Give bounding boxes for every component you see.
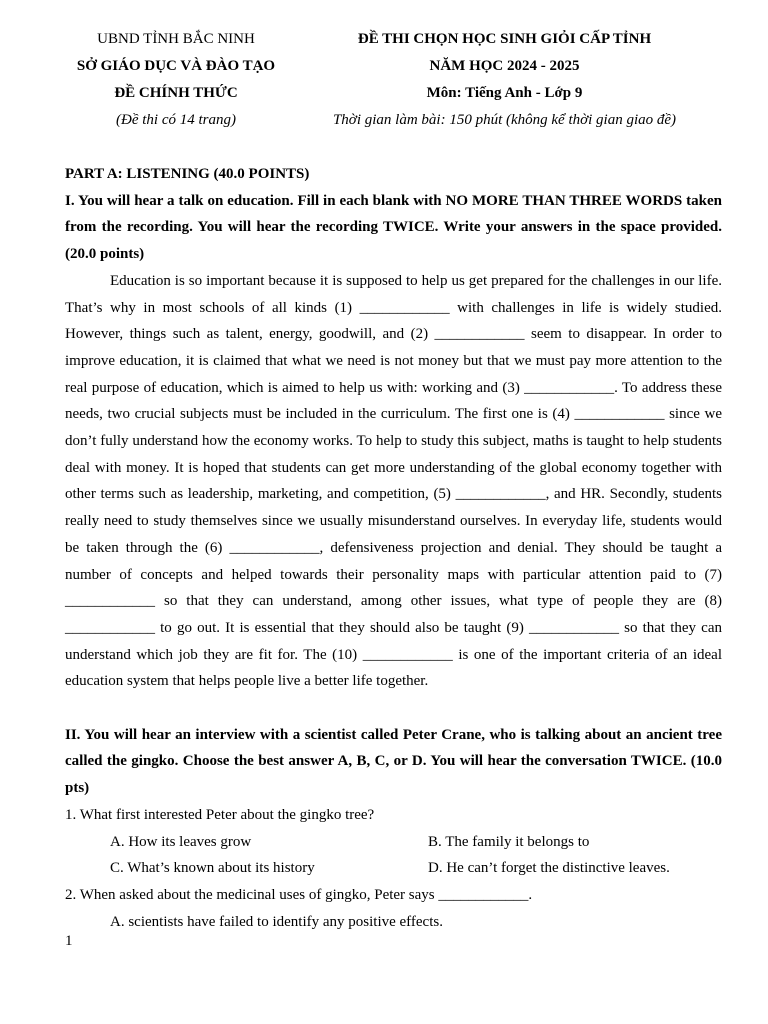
- question-1-options-row-2: [65, 855, 722, 882]
- section1-instructions: I. You will hear a talk on education. Fill in each blank with NO MORE THAN THREE WORDS taken from the recording. You will hear the recording TWICE. Write your answers in the space provided. (20.0 points): [65, 192, 722, 263]
- page-number: 1: [65, 933, 73, 949]
- school-year: NĂM HỌC 2024 - 2025: [429, 58, 580, 74]
- issuing-authority-block: [65, 26, 287, 134]
- question-1-stem: 1. What first interested Peter about the gingko tree?: [65, 806, 375, 823]
- page-count-note: (Đề thi có 14 trang): [116, 112, 236, 128]
- official-exam-label: ĐỀ CHÍNH THỨC: [114, 85, 238, 101]
- part-a-heading: PART A: LISTENING (40.0 POINTS): [65, 166, 310, 182]
- blank-line-separator: [65, 695, 722, 722]
- question-1-option-b: B. The family it belongs to: [428, 833, 590, 850]
- department-name: SỞ GIÁO DỤC VÀ ĐÀO TẠO: [76, 58, 276, 74]
- question-1-option-a: A. How its leaves grow: [110, 833, 252, 850]
- question-1-option-c: C. What’s known about its history: [110, 860, 315, 877]
- exam-body: [65, 161, 722, 935]
- exam-title: ĐỀ THI CHỌN HỌC SINH GIỎI CẤP TỈNH: [357, 31, 652, 47]
- time-allowed-note: Thời gian làm bài: 150 phút (không kể thời gian giao đề): [332, 112, 677, 128]
- subject-grade: Môn: Tiếng Anh - Lớp 9: [426, 85, 583, 101]
- exam-header: [65, 26, 722, 134]
- question-2-stem: 2. When asked about the medicinal uses of gingko, Peter says ____________.: [65, 886, 533, 903]
- section1-listening-passage: Education is so important because it is supposed to help us get prepared for the challenges in our life. That’s why in most schools of all kinds (1) ____________ with challenges in life is widely studied. However, things such as talent, energy, goodwill, and (2) ____________ seem to disappear. In order to improve education, it is claimed that what we need is not money but that we must pay more attention to the real purpose of education, which is aimed to help us with: working and (3) ____________. To address these needs, two crucial subjects must be included in the curriculum. The first one is (4) ____________ since we don’t fully understand how the economy works. To help to study this subject, maths is taught to help students deal with money. It is hoped that students can get more understanding of the global economy together with other terms such as leadership, marketing, and competition, (5) ____________, and HR. Secondly, students really need to study themselves since we usually misunderstand ourselves. In everyday life, students would be taken through the (6) ____________, defensiveness projection and denial. They should be taught a number of concepts and helped towards their personality maps with particular attention paid to (7) ____________ so that they can understand, among other issues, what type of people they are (8) ____________ to go out. It is essential that they should also be taught (9) ____________ so that they can understand which job they are fit for. The (10) ____________ is one of the important criteria of an ideal education system that helps people live a better life together.: [65, 272, 722, 690]
- authority-name: UBND TỈNH BẮC NINH: [97, 31, 255, 47]
- exam-title-block: [287, 26, 722, 134]
- section2-instructions: II. You will hear an interview with a scientist called Peter Crane, who is talking about an ancient tree called the gingko. Choose the best answer A, B, C, or D. You will hear the conversation TWICE. (10.0 pts): [65, 726, 722, 797]
- question-2-option-a: A. scientists have failed to identify any positive effects.: [110, 913, 443, 930]
- question-1-options-row-1: [65, 829, 722, 856]
- question-1-option-d: D. He can’t forget the distinctive leaves.: [428, 860, 670, 877]
